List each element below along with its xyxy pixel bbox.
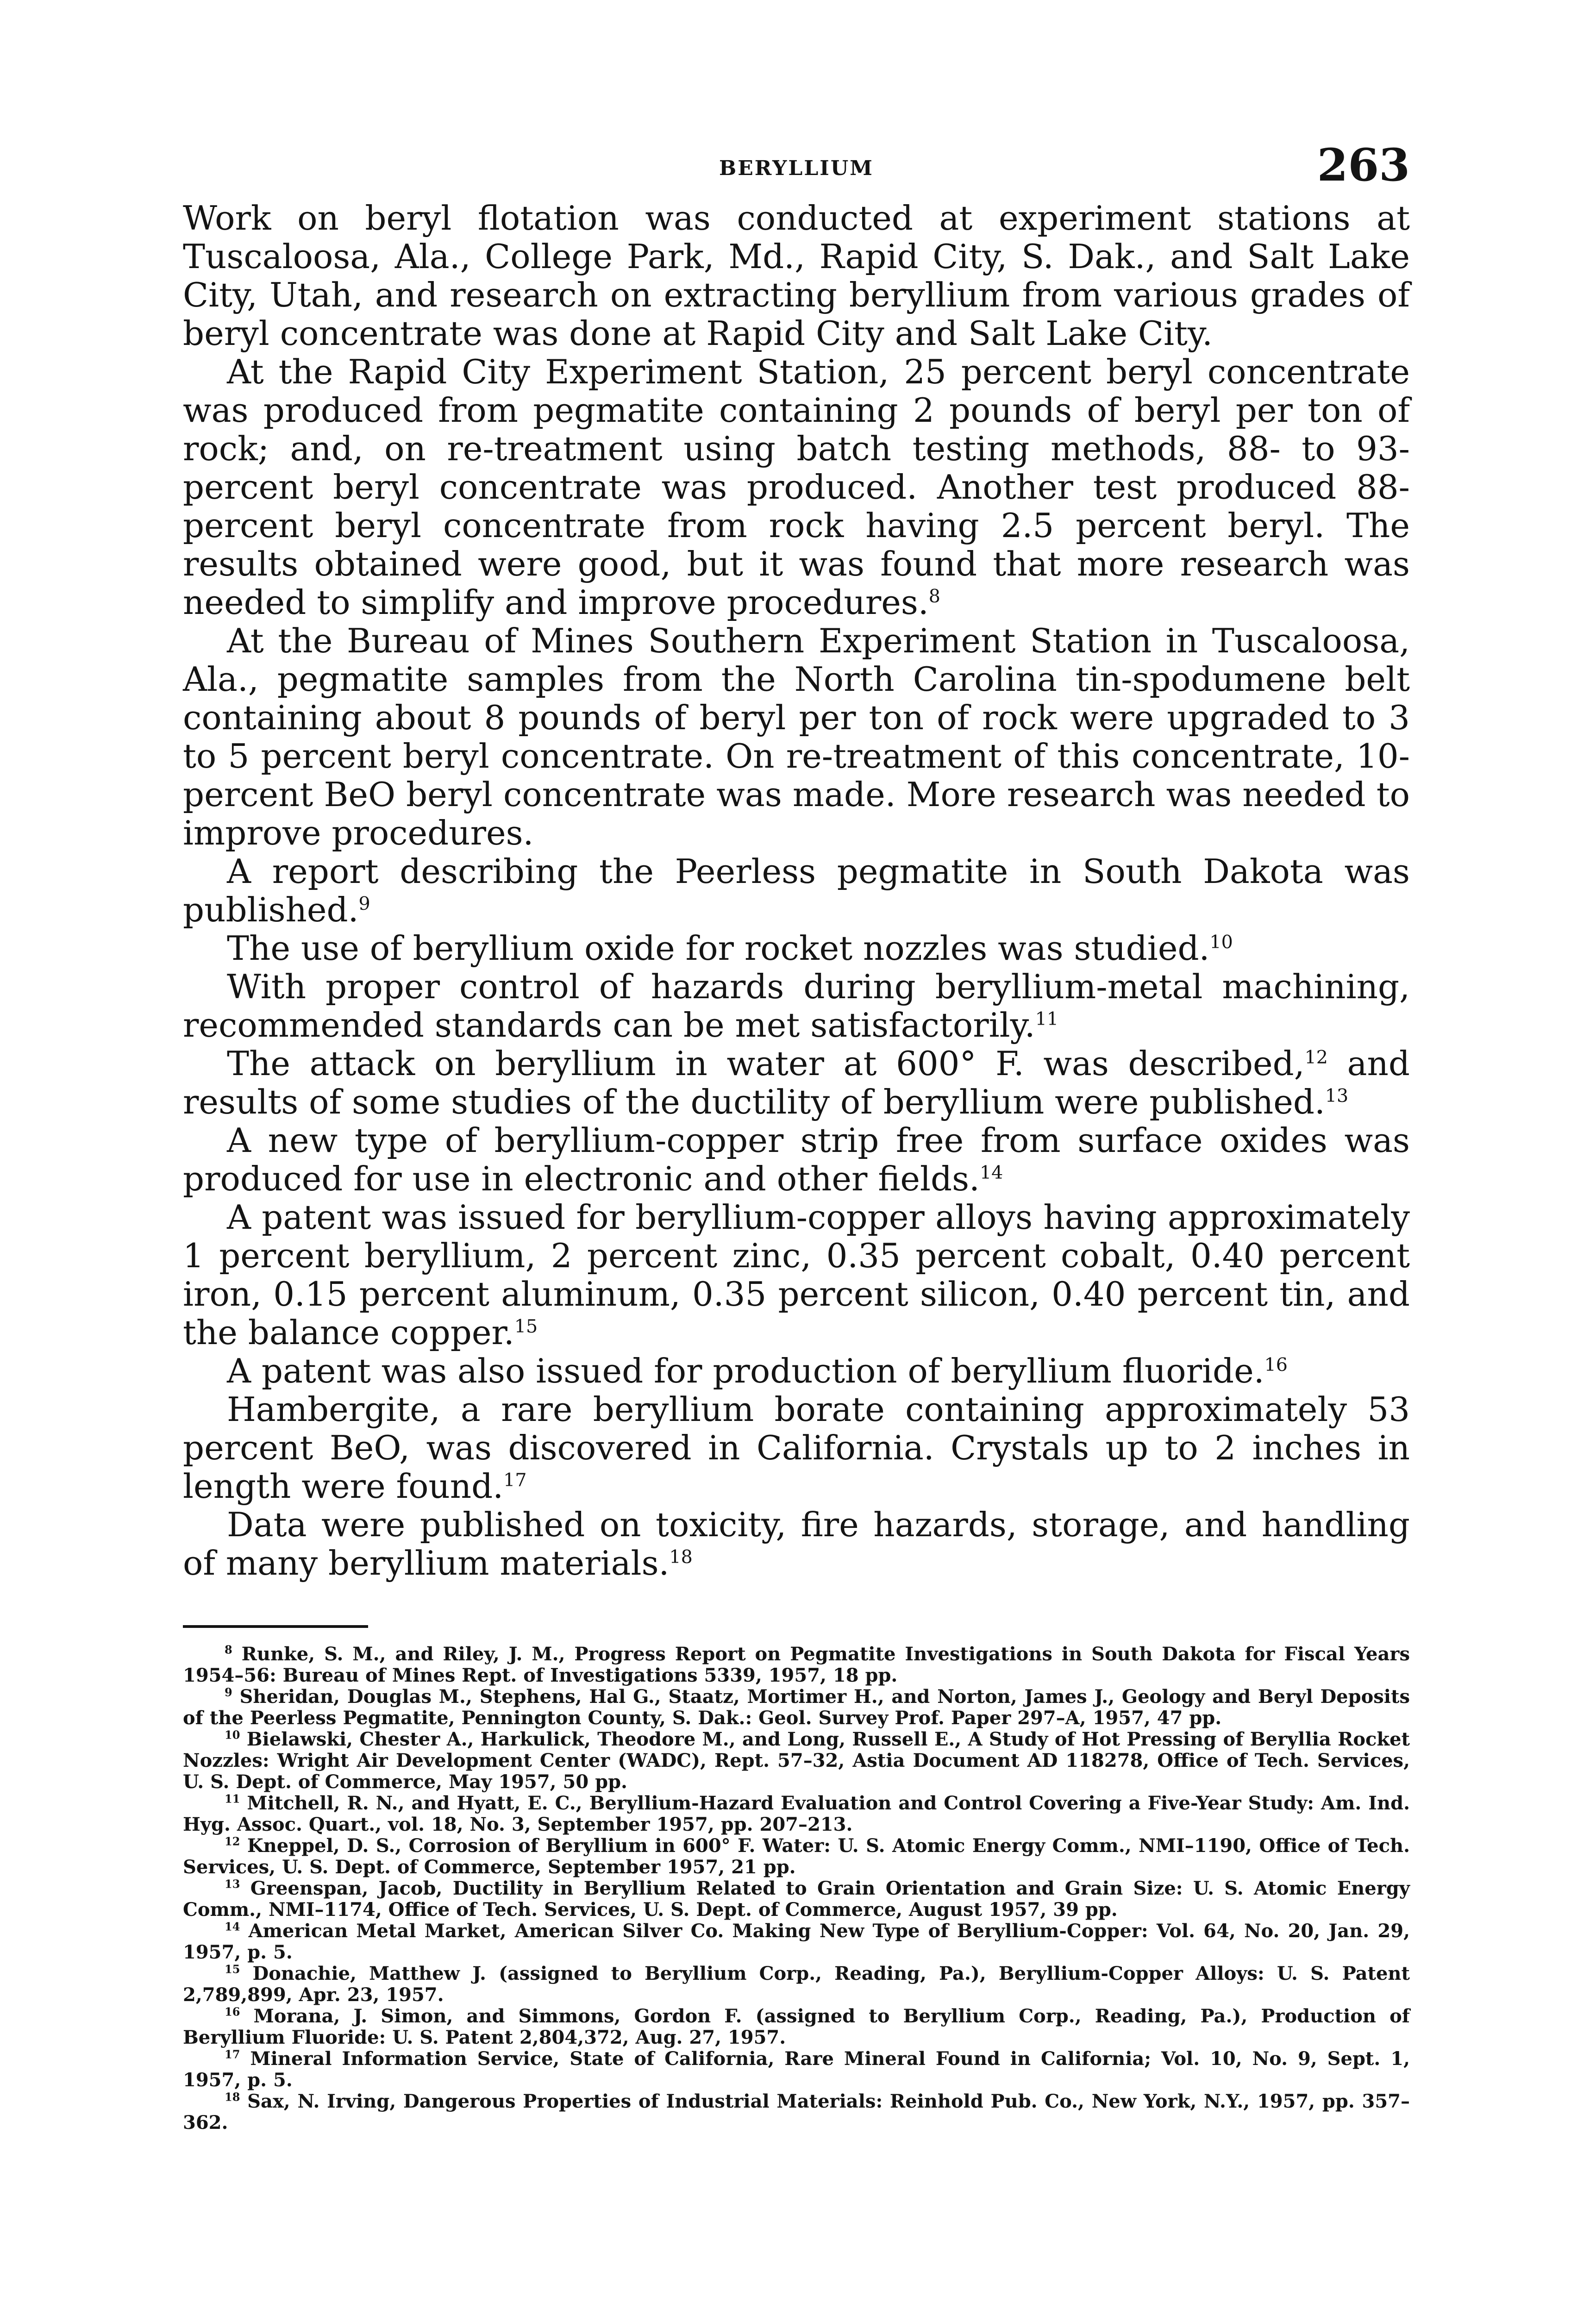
paragraph: At the Rapid City Experiment Station, 25 percent beryl concentrate was produced from pegmatite containing 2 pounds of beryl per ton of rock; and, on re-treatment using batch testing methods, 88- to 93-percent beryl concentrate was produced. Another test produced 88-percent beryl concentrate from rock having 2.5 percent beryl. The results obtained were good, but it was found that more research was needed to simplify and improve procedures.$^8$ <box>183 352 1410 622</box>
footnote: $^9$ Sheridan, Douglas M., Stephens, Hal G., Staatz, Mortimer H., and Norton, James J., Geology and Beryl Deposits of the Peerless Pegmatite, Pennington County, S. Dak.: Geol. Survey Prof. Paper 297–A, 1957, 47 pp. <box>183 1685 1410 1729</box>
footnote-ref: 18 <box>669 1546 693 1568</box>
footnote-number: 16 <box>225 2005 240 2019</box>
footnote: $^{11}$ Mitchell, R. N., and Hyatt, E. C., Beryllium-Hazard Evaluation and Control Covering a Five-Year Study: Am. Ind. Hyg. Assoc. Quart., vol. 18, No. 3, September 1957, pp. 207–213. <box>183 1792 1410 1835</box>
footnote: $^{18}$ Sax, N. Irving, Dangerous Properties of Industrial Materials: Reinhold Pub. Co., New York, N.Y., 1957, pp. 357–362. <box>183 2090 1410 2134</box>
footnote-rule <box>183 1625 368 1628</box>
footnote-ref: 15 <box>514 1316 538 1337</box>
paragraph: Data were published on toxicity, fire hazards, storage, and handling of many beryllium materials.$^{18}$ <box>183 1505 1410 1583</box>
footnote-number: 12 <box>225 1834 240 1848</box>
footnote-number: 8 <box>225 1643 232 1657</box>
paragraph: A report describing the Peerless pegmatite in South Dakota was published.$^9$ <box>183 852 1410 929</box>
footnote-ref: 13 <box>1325 1085 1349 1107</box>
footnote-number: 11 <box>225 1792 240 1806</box>
footnote-number: 9 <box>225 1685 232 1699</box>
footnote-number: 17 <box>225 2047 240 2061</box>
paragraph: A patent was also issued for production of beryllium fluoride.$^{16}$ <box>227 1351 1288 1390</box>
footnote-number: 15 <box>225 1962 240 1976</box>
footnote-number: 14 <box>225 1920 240 1933</box>
running-title: BERYLLIUM <box>719 156 874 180</box>
footnote: $^{13}$ Greenspan, Jacob, Ductility in Beryllium Related to Grain Orientation and Grain Size: U. S. Atomic Energy Comm., NMI–1174, Office of Tech. Services, U. S. Dept. of Commerce, August 1957, 39 pp. <box>183 1877 1410 1921</box>
footnote: $^{12}$ Kneppel, D. S., Corrosion of Beryllium in 600° F. Water: U. S. Atomic Energy Comm., NMI–1190, Office of Tech. Services, U. S. Dept. of Commerce, September 1957, 21 pp. <box>183 1834 1410 1878</box>
paragraph: With proper control of hazards during beryllium-metal machining, recommended standards can be met satisfactorily.$^{11}$ <box>183 967 1410 1045</box>
footnote-ref: 8 <box>928 586 940 607</box>
page <box>183 139 1410 2134</box>
footnote-number: 18 <box>225 2090 240 2104</box>
footnote: $^{17}$ Mineral Information Service, State of California, Rare Mineral Found in California; Vol. 10, No. 9, Sept. 1, 1957, p. 5. <box>183 2047 1410 2091</box>
footnote-ref: 11 <box>1035 1008 1059 1030</box>
running-head <box>183 139 1410 199</box>
paragraph: At the Bureau of Mines Southern Experiment Station in Tuscaloosa, Ala., pegmatite samples from the North Carolina tin-spodumene belt containing about 8 pounds of beryl per ton of rock were upgraded to 3 to 5 percent beryl concentrate. On re-treatment of this concentrate, 10-percent BeO beryl concentrate was made. More research was needed to improve procedures. <box>183 621 1410 852</box>
footnote-ref: 12 <box>1304 1047 1328 1068</box>
footnote-ref: 10 <box>1209 932 1233 953</box>
footnote-number: 13 <box>225 1877 240 1891</box>
footnote: $^{16}$ Morana, J. Simon, and Simmons, Gordon F. (assigned to Beryllium Corp., Reading, Pa.), Production of Beryllium Fluoride: U. S. Patent 2,804,372, Aug. 27, 1957. <box>183 2005 1410 2048</box>
footnote-ref: 9 <box>358 893 370 914</box>
paragraph: Hambergite, a rare beryllium borate containing approximately 53 percent BeO, was discovered in California. Crystals up to 2 inches in length were found.$^{17}$ <box>183 1390 1410 1506</box>
footnote-ref: 16 <box>1264 1354 1288 1376</box>
footnote-number: 10 <box>225 1728 240 1742</box>
footnote: $^{10}$ Bielawski, Chester A., Harkulick, Theodore M., and Long, Russell E., A Study of Hot Pressing of Beryllia Rocket Nozzles: Wright Air Development Center (WADC), Rept. 57–32, Astia Document AD 118278, Office of Tech. Services, U. S. Dept. of Commerce, May 1957, 50 pp. <box>183 1728 1410 1793</box>
page-number: 263 <box>1317 139 1410 191</box>
footnotes <box>183 1644 1410 2134</box>
paragraph: A patent was issued for beryllium-copper alloys having approximately 1 percent beryllium, 2 percent zinc, 0.35 percent cobalt, 0.40 percent iron, 0.15 percent aluminum, 0.35 percent silicon, 0.40 percent tin, and the balance copper.$^{15}$ <box>183 1198 1410 1352</box>
footnote-ref: 14 <box>979 1162 1003 1183</box>
body-text <box>183 199 1410 1583</box>
footnote-ref: 17 <box>503 1470 527 1491</box>
footnote: $^8$ Runke, S. M., and Riley, J. M., Progress Report on Pegmatite Investigations in South Dakota for Fiscal Years 1954–56: Bureau of Mines Rept. of Investigations 5339, 1957, 18 pp. <box>183 1643 1410 1686</box>
footnote: $^{14}$ American Metal Market, American Silver Co. Making New Type of Beryllium-Copper: Vol. 64, No. 20, Jan. 29, 1957, p. 5. <box>183 1920 1410 1963</box>
paragraph: A new type of beryllium-copper strip free from surface oxides was produced for use in electronic and other fields.$^{14}$ <box>183 1121 1410 1198</box>
footnote: $^{15}$ Donachie, Matthew J. (assigned to Beryllium Corp., Reading, Pa.), Beryllium-Copper Alloys: U. S. Patent 2,789,899, Apr. 23, 1957. <box>183 1962 1410 2006</box>
paragraph: The use of beryllium oxide for rocket nozzles was studied.$^{10}$ <box>227 929 1233 968</box>
paragraph: The attack on beryllium in water at 600° F. was described,$^{12}$ and results of some studies of the ductility of beryllium were published.$^{13}$ <box>183 1044 1410 1121</box>
paragraph: Work on beryl flotation was conducted at experiment stations at Tuscaloosa, Ala., College Park, Md., Rapid City, S. Dak., and Salt Lake City, Utah, and research on extracting beryllium from various grades of beryl concentrate was done at Rapid City and Salt Lake City. <box>183 199 1410 353</box>
